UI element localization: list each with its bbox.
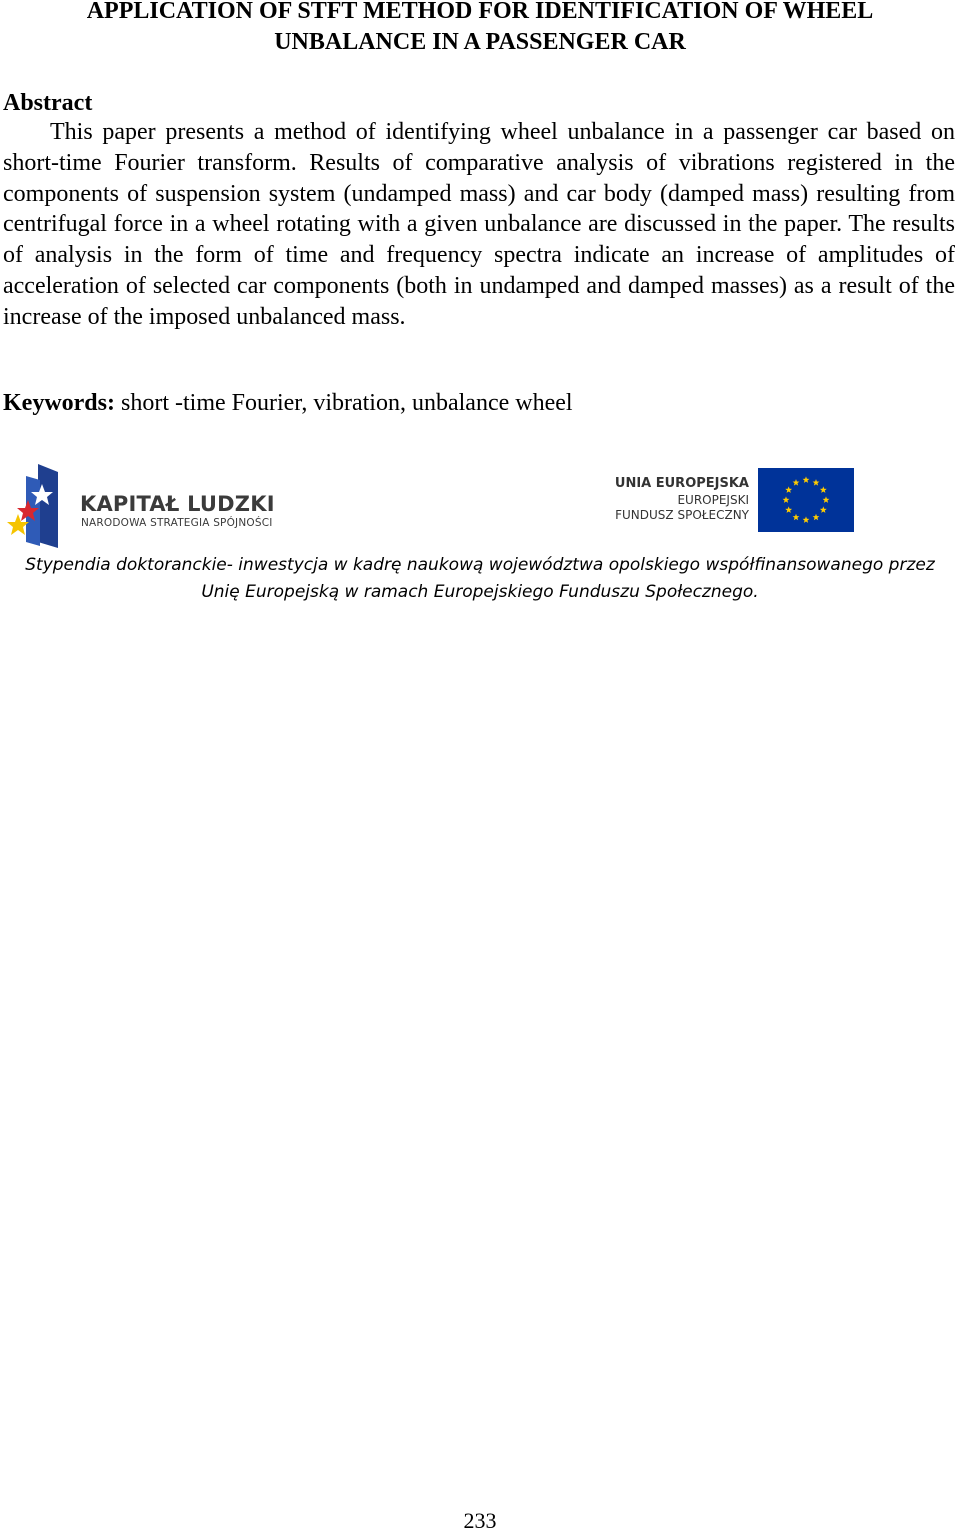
keywords-label: Keywords: [3, 390, 115, 416]
paper-title [0, 0, 960, 58]
kapital-ludzki-emblem-icon [6, 462, 68, 552]
eu-logo-line-1: UNIA EUROPEJSKA [614, 476, 749, 491]
title-line-1: APPLICATION OF STFT METHOD FOR IDENTIFICATION OF WHEEL [86, 0, 874, 24]
funding-note [0, 552, 960, 606]
kapital-ludzki-subtitle: NARODOWA STRATEGIA SPÓJNOŚCI [81, 517, 273, 529]
keywords [3, 388, 573, 418]
funding-line-2: Unię Europejską w ramach Europejskiego Funduszu Społecznego. [201, 582, 759, 602]
eu-flag-icon [758, 468, 854, 532]
kapital-ludzki-name: KAPITAŁ LUDZKI [80, 492, 275, 516]
kapital-ludzki-logo [6, 462, 276, 552]
title-line-2: UNBALANCE IN A PASSENGER CAR [274, 29, 686, 55]
page-number: 233 [463, 1508, 497, 1533]
abstract-heading: Abstract [3, 90, 93, 116]
keywords-text: short -time Fourier, vibration, unbalance wheel [120, 390, 573, 416]
funding-line-1: Stypendia doktoranckie- inwestycja w kadrę naukową województwa opolskiego współfinansowanego przez [25, 555, 935, 575]
eu-logo [610, 466, 856, 534]
abstract-text: This paper presents a method of identifying wheel unbalance in a passenger car based on short-time Fourier transform. Results of comparative analysis of vibrations registered in the components of suspension system (undamped mass) and car body (damped mass) resulting from centrifugal force in a wheel rotating with a given unbalance are discussed in the paper. The results of analysis in the form of time and frequency spectra indicate an increase of amplitudes of acceleration of selected car components (both in undamped and damped masses) as a result of the increase of the imposed unbalanced mass. [3, 119, 955, 330]
eu-logo-line-2: EUROPEJSKI [677, 493, 749, 507]
eu-logo-line-3: FUNDUSZ SPOŁECZNY [615, 508, 749, 522]
